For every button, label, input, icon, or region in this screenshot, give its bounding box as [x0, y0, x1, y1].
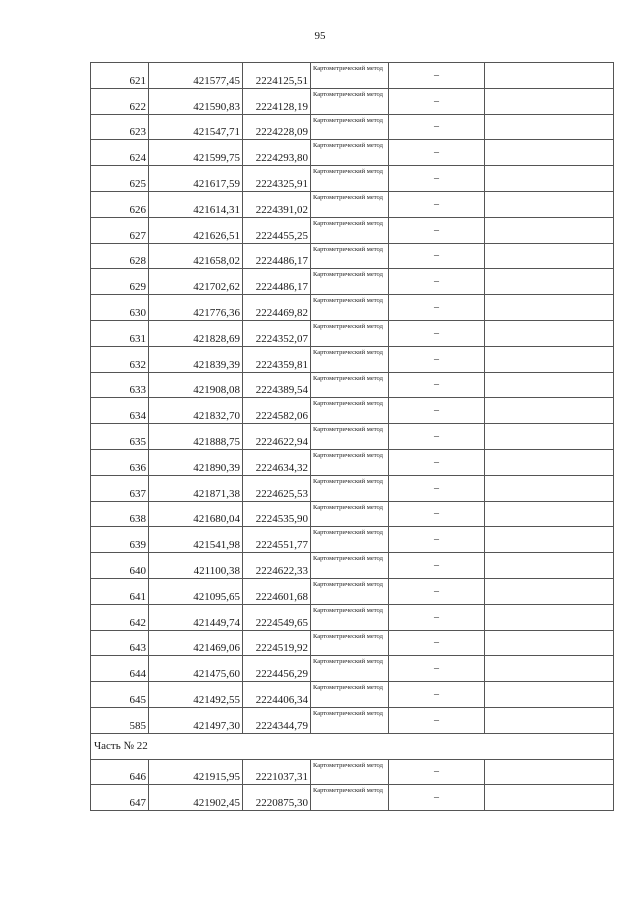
point-number-cell: 630 — [91, 295, 149, 321]
point-number-cell: 645 — [91, 682, 149, 708]
method-cell: Картометрический метод — [311, 501, 389, 527]
x-coordinate-cell: 421614,31 — [149, 191, 243, 217]
description-cell — [485, 449, 614, 475]
y-coordinate-cell: 2224582,06 — [243, 398, 311, 424]
y-coordinate-cell: 2224486,17 — [243, 269, 311, 295]
point-number-cell: 624 — [91, 140, 149, 166]
error-cell: – — [389, 424, 485, 450]
y-coordinate-cell: 2224622,94 — [243, 424, 311, 450]
method-cell: Картометрический метод — [311, 578, 389, 604]
x-coordinate-cell: 421776,36 — [149, 295, 243, 321]
x-coordinate-cell: 421626,51 — [149, 217, 243, 243]
method-cell: Картометрический метод — [311, 140, 389, 166]
error-cell: – — [389, 656, 485, 682]
table-row — [91, 166, 614, 192]
y-coordinate-cell: 2224551,77 — [243, 527, 311, 553]
error-cell: – — [389, 320, 485, 346]
table-row — [91, 398, 614, 424]
error-cell: – — [389, 501, 485, 527]
point-number-cell: 635 — [91, 424, 149, 450]
table-row — [91, 527, 614, 553]
x-coordinate-cell: 421541,98 — [149, 527, 243, 553]
y-coordinate-cell: 2224391,02 — [243, 191, 311, 217]
table-row — [91, 424, 614, 450]
method-cell: Картометрический метод — [311, 553, 389, 579]
point-number-cell: 639 — [91, 527, 149, 553]
description-cell — [485, 140, 614, 166]
y-coordinate-cell: 2224456,29 — [243, 656, 311, 682]
method-cell: Картометрический метод — [311, 707, 389, 733]
error-cell: – — [389, 398, 485, 424]
description-cell — [485, 527, 614, 553]
method-cell: Картометрический метод — [311, 217, 389, 243]
description-cell — [485, 475, 614, 501]
error-cell: – — [389, 166, 485, 192]
method-cell: Картометрический метод — [311, 346, 389, 372]
x-coordinate-cell: 421599,75 — [149, 140, 243, 166]
table-row — [91, 501, 614, 527]
description-cell — [485, 424, 614, 450]
x-coordinate-cell: 421890,39 — [149, 449, 243, 475]
point-number-cell: 634 — [91, 398, 149, 424]
description-cell — [485, 346, 614, 372]
error-cell: – — [389, 475, 485, 501]
point-number-cell: 631 — [91, 320, 149, 346]
x-coordinate-cell: 421839,39 — [149, 346, 243, 372]
description-cell — [485, 320, 614, 346]
point-number-cell: 647 — [91, 785, 149, 811]
error-cell: – — [389, 682, 485, 708]
error-cell: – — [389, 630, 485, 656]
point-number-cell: 621 — [91, 63, 149, 89]
x-coordinate-cell: 421497,30 — [149, 707, 243, 733]
method-cell: Картометрический метод — [311, 656, 389, 682]
table-row — [91, 553, 614, 579]
error-cell: – — [389, 114, 485, 140]
point-number-cell: 644 — [91, 656, 149, 682]
table-row — [91, 604, 614, 630]
point-number-cell: 641 — [91, 578, 149, 604]
table-row — [91, 88, 614, 114]
method-cell: Картометрический метод — [311, 424, 389, 450]
method-cell: Картометрический метод — [311, 785, 389, 811]
point-number-cell: 627 — [91, 217, 149, 243]
table-row — [91, 295, 614, 321]
table-row — [91, 191, 614, 217]
y-coordinate-cell: 2224535,90 — [243, 501, 311, 527]
error-cell: – — [389, 578, 485, 604]
method-cell: Картометрический метод — [311, 604, 389, 630]
table-row — [91, 475, 614, 501]
method-cell: Картометрический метод — [311, 166, 389, 192]
method-cell: Картометрический метод — [311, 269, 389, 295]
method-cell: Картометрический метод — [311, 449, 389, 475]
y-coordinate-cell: 2224359,81 — [243, 346, 311, 372]
y-coordinate-cell: 2224519,92 — [243, 630, 311, 656]
y-coordinate-cell: 2224125,51 — [243, 63, 311, 89]
table-row — [91, 578, 614, 604]
table-row — [91, 114, 614, 140]
point-number-cell: 633 — [91, 372, 149, 398]
point-number-cell: 629 — [91, 269, 149, 295]
error-cell: – — [389, 707, 485, 733]
description-cell — [485, 553, 614, 579]
table-row — [91, 707, 614, 733]
table-row — [91, 682, 614, 708]
error-cell: – — [389, 295, 485, 321]
x-coordinate-cell: 421095,65 — [149, 578, 243, 604]
x-coordinate-cell: 421617,59 — [149, 166, 243, 192]
description-cell — [485, 707, 614, 733]
y-coordinate-cell: 2224406,34 — [243, 682, 311, 708]
point-number-cell: 640 — [91, 553, 149, 579]
y-coordinate-cell: 2224228,09 — [243, 114, 311, 140]
x-coordinate-cell: 421658,02 — [149, 243, 243, 269]
y-coordinate-cell: 2224469,82 — [243, 295, 311, 321]
error-cell: – — [389, 346, 485, 372]
y-coordinate-cell: 2224622,33 — [243, 553, 311, 579]
point-number-cell: 623 — [91, 114, 149, 140]
x-coordinate-cell: 421702,62 — [149, 269, 243, 295]
coordinates-table — [90, 62, 614, 811]
description-cell — [485, 398, 614, 424]
table-row — [91, 63, 614, 89]
x-coordinate-cell: 421492,55 — [149, 682, 243, 708]
table-row — [91, 269, 614, 295]
x-coordinate-cell: 421547,71 — [149, 114, 243, 140]
x-coordinate-cell: 421888,75 — [149, 424, 243, 450]
x-coordinate-cell: 421915,95 — [149, 759, 243, 785]
y-coordinate-cell: 2224549,65 — [243, 604, 311, 630]
error-cell: – — [389, 604, 485, 630]
y-coordinate-cell: 2224293,80 — [243, 140, 311, 166]
y-coordinate-cell: 2224601,68 — [243, 578, 311, 604]
description-cell — [485, 630, 614, 656]
description-cell — [485, 759, 614, 785]
error-cell: – — [389, 191, 485, 217]
method-cell: Картометрический метод — [311, 372, 389, 398]
error-cell: – — [389, 269, 485, 295]
point-number-cell: 637 — [91, 475, 149, 501]
description-cell — [485, 785, 614, 811]
error-cell: – — [389, 759, 485, 785]
table-row — [91, 320, 614, 346]
y-coordinate-cell: 2224128,19 — [243, 88, 311, 114]
error-cell: – — [389, 527, 485, 553]
y-coordinate-cell: 2220875,30 — [243, 785, 311, 811]
method-cell: Картометрический метод — [311, 630, 389, 656]
error-cell: – — [389, 217, 485, 243]
description-cell — [485, 217, 614, 243]
description-cell — [485, 501, 614, 527]
description-cell — [485, 191, 614, 217]
point-number-cell: 622 — [91, 88, 149, 114]
point-number-cell: 625 — [91, 166, 149, 192]
x-coordinate-cell: 421832,70 — [149, 398, 243, 424]
description-cell — [485, 656, 614, 682]
description-cell — [485, 295, 614, 321]
description-cell — [485, 604, 614, 630]
method-cell: Картометрический метод — [311, 682, 389, 708]
method-cell: Картометрический метод — [311, 398, 389, 424]
table-row — [91, 630, 614, 656]
method-cell: Картометрический метод — [311, 114, 389, 140]
x-coordinate-cell: 421577,45 — [149, 63, 243, 89]
method-cell: Картометрический метод — [311, 475, 389, 501]
x-coordinate-cell: 421100,38 — [149, 553, 243, 579]
error-cell: – — [389, 140, 485, 166]
description-cell — [485, 269, 614, 295]
y-coordinate-cell: 2224352,07 — [243, 320, 311, 346]
table-row — [91, 785, 614, 811]
y-coordinate-cell: 2224455,25 — [243, 217, 311, 243]
y-coordinate-cell: 2224325,91 — [243, 166, 311, 192]
y-coordinate-cell: 2224344,79 — [243, 707, 311, 733]
method-cell: Картометрический метод — [311, 88, 389, 114]
point-number-cell: 632 — [91, 346, 149, 372]
y-coordinate-cell: 2224625,53 — [243, 475, 311, 501]
section-title: Часть № 22 — [91, 733, 614, 759]
y-coordinate-cell: 2224634,32 — [243, 449, 311, 475]
description-cell — [485, 63, 614, 89]
method-cell: Картометрический метод — [311, 320, 389, 346]
table-row — [91, 243, 614, 269]
description-cell — [485, 578, 614, 604]
description-cell — [485, 372, 614, 398]
error-cell: – — [389, 372, 485, 398]
table-row — [91, 372, 614, 398]
table-row — [91, 449, 614, 475]
point-number-cell: 636 — [91, 449, 149, 475]
table-row — [91, 759, 614, 785]
table-row — [91, 217, 614, 243]
x-coordinate-cell: 421902,45 — [149, 785, 243, 811]
method-cell: Картометрический метод — [311, 759, 389, 785]
table-row — [91, 346, 614, 372]
error-cell: – — [389, 553, 485, 579]
x-coordinate-cell: 421828,69 — [149, 320, 243, 346]
point-number-cell: 646 — [91, 759, 149, 785]
point-number-cell: 626 — [91, 191, 149, 217]
y-coordinate-cell: 2224486,17 — [243, 243, 311, 269]
point-number-cell: 643 — [91, 630, 149, 656]
x-coordinate-cell: 421871,38 — [149, 475, 243, 501]
description-cell — [485, 243, 614, 269]
description-cell — [485, 114, 614, 140]
x-coordinate-cell: 421469,06 — [149, 630, 243, 656]
x-coordinate-cell: 421908,08 — [149, 372, 243, 398]
x-coordinate-cell: 421590,83 — [149, 88, 243, 114]
point-number-cell: 638 — [91, 501, 149, 527]
method-cell: Картометрический метод — [311, 295, 389, 321]
table-row — [91, 656, 614, 682]
description-cell — [485, 88, 614, 114]
section-header-row — [91, 733, 614, 759]
page-number: 95 — [314, 30, 326, 42]
point-number-cell: 585 — [91, 707, 149, 733]
y-coordinate-cell: 2224389,54 — [243, 372, 311, 398]
description-cell — [485, 166, 614, 192]
description-cell — [485, 682, 614, 708]
method-cell: Картометрический метод — [311, 527, 389, 553]
error-cell: – — [389, 88, 485, 114]
x-coordinate-cell: 421475,60 — [149, 656, 243, 682]
x-coordinate-cell: 421449,74 — [149, 604, 243, 630]
x-coordinate-cell: 421680,04 — [149, 501, 243, 527]
error-cell: – — [389, 243, 485, 269]
error-cell: – — [389, 63, 485, 89]
point-number-cell: 628 — [91, 243, 149, 269]
point-number-cell: 642 — [91, 604, 149, 630]
method-cell: Картометрический метод — [311, 243, 389, 269]
y-coordinate-cell: 2221037,31 — [243, 759, 311, 785]
error-cell: – — [389, 785, 485, 811]
method-cell: Картометрический метод — [311, 63, 389, 89]
table-row — [91, 140, 614, 166]
method-cell: Картометрический метод — [311, 191, 389, 217]
error-cell: – — [389, 449, 485, 475]
